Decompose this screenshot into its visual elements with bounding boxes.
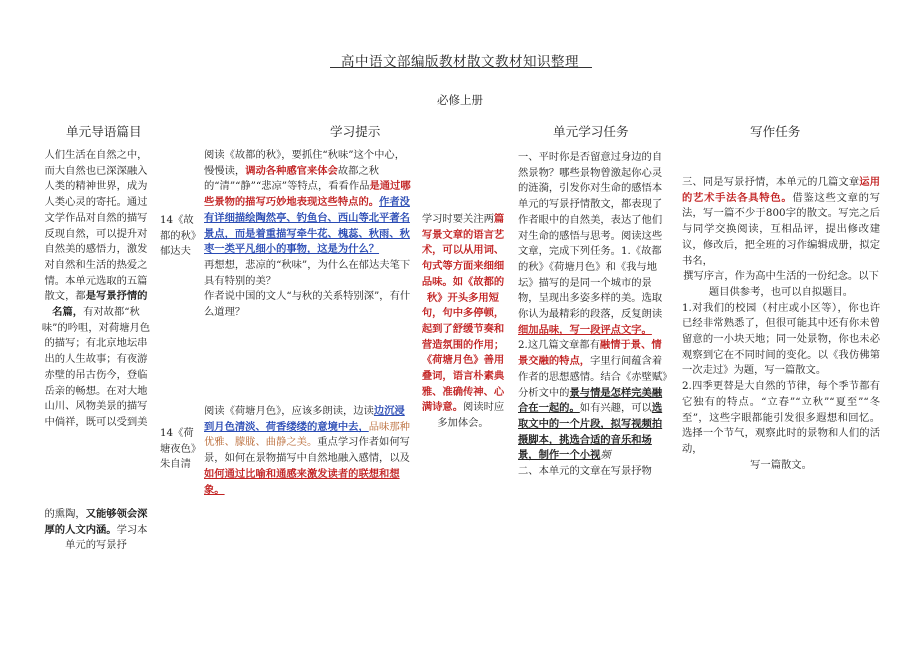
column-header-tasks: 单元学习任务 — [553, 124, 629, 139]
intro-text: 人们生活在自然之中，而大自然也已深深融入人类的精神世界，成为人类心灵的寄托。通过文学作品对自然的描写反现自然，可以提升对自然美的感悟力，激发对自然和生活的热爱之情。本单元选取的五篇散文，都是写景抒情的名篇，有对故都“秋味”的吟咀，对荷塘月色的描写；有北京地坛串出的人生故事；有夜游赤壁的吊古伤今，登临岳亲的畅想。在对大地山川、风物美景的描写中倘祥，既可以受到美 — [41, 149, 151, 428]
hint-shared: 学习时要关注两篇写景文章的语言艺术，可以从用词、句式等方面来细细品味。如《故都的秋》开头多用短句，句中多停顿，起到了舒缓节奏和营造氛围的作用；《荷塘月色》善用叠词，语言朴素典雅、准确传神、心满诗意。阅读时应多加体会。 — [421, 213, 505, 430]
text-title-hetang: 14《荷塘夜色》朱自清 — [160, 427, 197, 471]
intro-text-continued: 的熏陶，又能够领会深厚的人文内涵。学习本单元的写景抒 — [44, 508, 148, 552]
document-title: 高中语文部编版教材散文教材知识整理 — [341, 54, 579, 70]
document-subtitle: 必修上册 — [437, 93, 483, 107]
column-header-hints: 学习提示 — [330, 124, 381, 139]
column-header-intro: 单元导语篇目 — [66, 124, 142, 139]
text-title-gudu: 14《故都的秋》郁达夫 — [160, 214, 197, 258]
hint-hetang: 阅读《荷塘月色》，应该多朗读，边读边沉浸到月色清淡、荷香缕缕的意境中去，品味那种优雅、朦胧、曲静之美。重点学习作者如何写景，如何在景物描写中自然地融入感情，以及如何通过比喻和通感来激发读者的联想和想象。 — [204, 405, 410, 496]
hint-gudu: 阅读《故都的秋》，要抓住“秋味”这个中心，慢慢读，调动各种感官来体会故都之秋的“清”“静”“悲凉”等特点，看看作品是通过哪些景物的描写巧妙地表现这些特点的。作者没有详细描绘陶然亭、钓鱼台、西山等北平著名景点，而是着重描写牵牛花、槐蕊、秋雨、秋枣一类平凡细小的事物，这是为什么？ 再想想，悲凉的“秋味”，为什么在郁达夫笔下具有特别的美？ 作者说中国的文人“与秋的关系特别深”，有什么道理？ — [204, 149, 411, 319]
writing-tasks: 三、同是写景抒情，本单元的几篇文章运用的艺术手法各具特色。借鉴这些文章的写法，写一篇不少于800字的散文。写完之后与同学交换阅读，互相品评，提出修改建议，修改后，把全班的习作编辑成册，拟定书名， 撰写序言，作为高中生活的一份纪念。以下题目供参考，也可以自拟题目。 1.对我们的校园（村庄或小区等），你也许已经非常熟悉了，但很可能其中还有你未曾留意的一小块天地；同一处景物，你也未必观察到它在不同时间的变化。以《我仿佛第一次走过》为题，写一篇散文。 2.四季更替是大自然的节律，每个季节都有它独有的特点。“立春”“立秋”“夏至”“冬至”，这些字眼都能引发很多遐想和回忆。选择一个节气，观察此时的景物和人们的活动， 写一篇散文。 — [682, 176, 881, 471]
unit-tasks: 一、平时你是否留意过身边的自然景物？哪些景物曾激起你心灵的涟漪，引发你对生命的感悟本单元的写景抒情散文，都表现了作者眼中的自然美，表达了他们对生命的感悟与思考。阅读这些文章，完成下列任务。1.《故都的秋》《荷塘月色》和《我与地坛》描写的是同一个城市的景物，呈现出多姿多样的美。选取你认为最精彩的段落，反复朗读细加品味，写一段评点文字。 2.这几篇文章都有融情于景、情景交融的特点，字里行间蕴含着作者的思想感情。结合《赤壁赋》分析文中的景与情是怎样完美融合在一起的。如有兴趣，可以选取文中的一个片段，拟写视频拍摄脚本，挑选合适的音乐和场景，制作一个小视频 二、本单元的文章在写景抒物 — [518, 151, 668, 478]
column-header-writing: 写作任务 — [750, 124, 801, 139]
title-underline — [330, 67, 592, 68]
